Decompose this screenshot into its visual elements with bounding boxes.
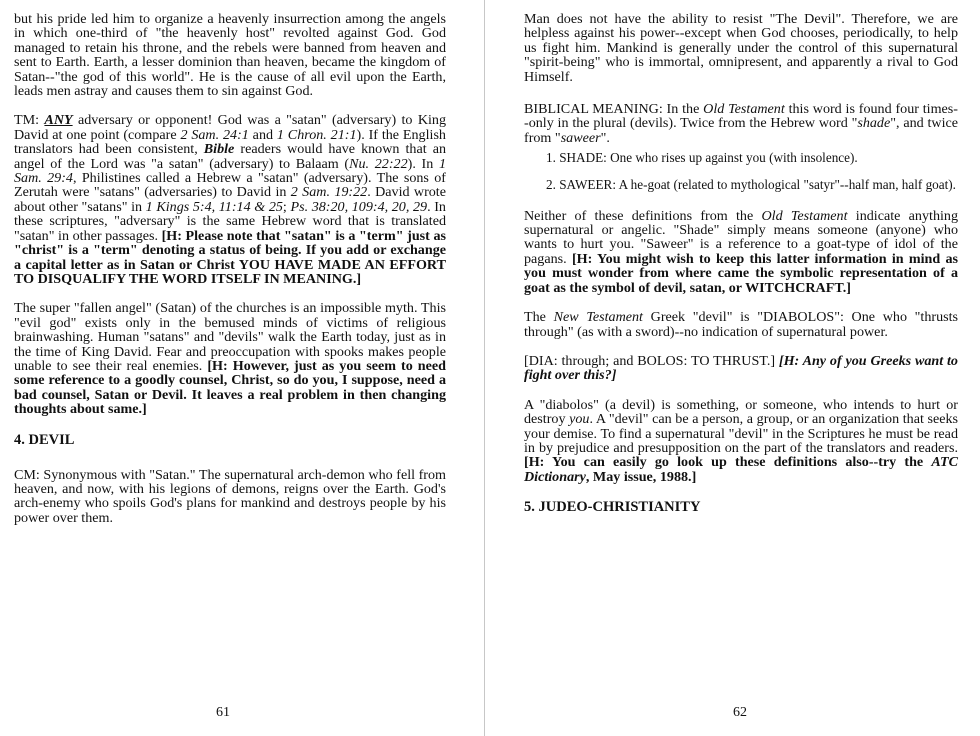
scripture-ref: 1 Sam. 29:4 bbox=[14, 155, 446, 187]
p4-text: The bbox=[524, 309, 554, 326]
scripture-ref: 2 Sam. 19:22 bbox=[290, 184, 368, 201]
p3-text: The super "fallen angel" (Satan) of the churches is an impossible myth. This "evil god" exists only in the bemused minds of victims of religious brainwashing. Human "satans" and "devils" walk the Earth today, just as in the time of King David. Fear and preoccupation with spooks makes people unable to see their real enemies. bbox=[14, 300, 446, 374]
p4-text: Greek "devil" is "DIABOLOS": One who "thrusts through" (as with a sword)--no indication of supernatural power. bbox=[524, 309, 959, 340]
p6-text: . A "devil" can be a person, a group, or an organization that seeks your demise. To find a supernatural "devil" in the Scriptures he must be read in by prejudice and presupposition on the part of the translators and readers. bbox=[524, 411, 959, 456]
hatonn-note: [H: You can easily go look up these definitions also--try the bbox=[524, 454, 932, 471]
p6-text: A "diabolos" (a devil) is something, or someone, who intends to hurt or destroy bbox=[524, 396, 958, 428]
section-heading-judeo-christianity: 5. JUDEO-CHRISTIANITY bbox=[524, 499, 701, 516]
you-emphasis: you bbox=[569, 411, 590, 428]
right-page bbox=[524, 12, 958, 535]
bm-text: ", and twice from " bbox=[524, 115, 958, 146]
section-heading-devil: 4. DEVIL bbox=[14, 431, 75, 448]
scripture-ref: 1 Chron. 21:1 bbox=[276, 126, 357, 143]
left-paragraph-3 bbox=[14, 301, 446, 416]
hatonn-note: [H: You might wish to keep this latter information in mind as you must wonder from where came the symbolic representation of a goat as the symbol of devil, satan, or WITCHCRAFT.] bbox=[524, 250, 958, 296]
page-number-right: 62 bbox=[733, 705, 747, 720]
old-testament-title: Old Testament bbox=[703, 101, 785, 118]
hatonn-note: [H: However, just as you seem to need some reference to a goodly counsel, Christ, so do you, I suppose, need a bad counsel, Satan or Devil. It leaves a real problem in then changing thoughts about same.] bbox=[14, 357, 446, 418]
p3-text: indicate anything supernatural or angelic. "Shade" simply means someone (anyone) who wants to hurt you. "Saweer" is a reference to a goat-type of idol of the pagans. bbox=[524, 207, 958, 267]
any-emphasis: ANY bbox=[44, 112, 73, 129]
scripture-ref: 2 Sam. 24:1 bbox=[180, 126, 249, 143]
scripture-ref: Ps. 38:20, 109:4, 20, 29 bbox=[290, 198, 428, 215]
old-testament-title: Old Testament bbox=[761, 207, 848, 224]
p3-text: Neither of these definitions from the bbox=[524, 207, 762, 224]
bm-text: this word is found four times--only in the plural (devils). Twice from the Hebrew word " bbox=[524, 101, 958, 132]
tm-text: and bbox=[248, 126, 277, 143]
right-paragraph-4 bbox=[524, 310, 958, 339]
tm-text: . In these scriptures, "adversary" is the same Hebrew word that is translated "satan" in other passages. bbox=[14, 198, 446, 244]
bm-text: ". bbox=[600, 129, 610, 146]
new-testament-title: New Testament bbox=[553, 309, 643, 326]
tm-text: ). If the English translators had been consistent, bbox=[14, 126, 446, 158]
definition-list bbox=[524, 151, 958, 192]
left-page bbox=[14, 12, 446, 540]
hatonn-note: [H: Please note that "satan" is a "term" just as "christ" is a "term" denoting a status of being. If you add or exchange a capital letter as in Satan or Christ YOU HAVE MADE AN EFFORT TO DISQUALIFY THE WORD ITSELF IN MEANING.] bbox=[14, 227, 446, 287]
hatonn-note: [H: Any of you Greeks want to fight over this?] bbox=[524, 352, 958, 384]
definition-item: 2. SAWEER: A he-goat (related to mythological "satyr"--half man, half goat). bbox=[546, 177, 956, 193]
right-paragraph-6 bbox=[524, 398, 958, 484]
tm-text: ; bbox=[282, 198, 291, 215]
scripture-ref: 1 Kings 5:4, 11:14 & 25 bbox=[145, 198, 283, 215]
saweer-word: saweer bbox=[560, 129, 601, 146]
hatonn-note: , May issue, 1988.] bbox=[585, 468, 697, 485]
right-paragraph-5 bbox=[524, 354, 958, 383]
tm-text: adversary or opponent! God was a "satan" (adversary) to King David at one point (compare bbox=[14, 112, 447, 143]
tm-paragraph bbox=[14, 113, 446, 286]
biblical-meaning-paragraph bbox=[524, 102, 958, 145]
left-paragraph-1: but his pride led him to organize a heavenly insurrection among the angels in which one-third of "the heavenly host" revolted against God. God managed to retain his throne, and the rebels were banned from heaven and sent to Earth. Earth, a lesser dominion than heaven, became the kingdom of Satan--"the god of this world". He is the cause of all evil upon the Earth, leads men astray and causes them to sin against God. bbox=[14, 11, 446, 100]
bm-text: BIBLICAL MEANING: In the bbox=[524, 101, 704, 118]
page-gutter bbox=[484, 0, 485, 736]
page-number-left: 61 bbox=[216, 705, 230, 720]
scripture-ref: Nu. 22:22 bbox=[349, 155, 408, 172]
tm-text: , Philistines called a Hebrew a "satan" (adversary). The sons of Zerutah were "satans" (adversaries) to David in bbox=[14, 170, 446, 201]
tm-text: . David wrote about other "satans" in bbox=[14, 184, 446, 215]
right-paragraph-1: Man does not have the ability to resist "The Devil". Therefore, we are helpless against his power--except when God chooses, periodically, to help us fight him. Mankind is generally under the control of this supernatural "spirit-being" who is immortal, omnipresent, and apparently a rival to God Himself. bbox=[524, 11, 958, 85]
tm-label: TM: bbox=[14, 112, 40, 129]
cm-paragraph: CM: Synonymous with "Satan." The supernatural arch-demon who fell from heaven, and now, with his legions of demons, reigns over the Earth. God's arch-enemy who spoils God's plans for mankind and destroys people by his power over them. bbox=[14, 466, 446, 526]
tm-text: readers would have known that an angel of the Lord was "a satan" (adversary) to Balaam ( bbox=[14, 141, 446, 172]
tm-text: ). In bbox=[407, 155, 439, 172]
right-paragraph-3 bbox=[524, 209, 958, 295]
p5-text: [DIA: through; and BOLOS: TO THRUST.] bbox=[524, 352, 779, 369]
definition-item: 1. SHADE: One who rises up against you (with insolence). bbox=[546, 150, 858, 166]
shade-word: shade bbox=[857, 115, 891, 132]
bible-word: Bible bbox=[203, 141, 235, 158]
atc-dictionary-title: ATC Dictionary bbox=[524, 454, 958, 485]
